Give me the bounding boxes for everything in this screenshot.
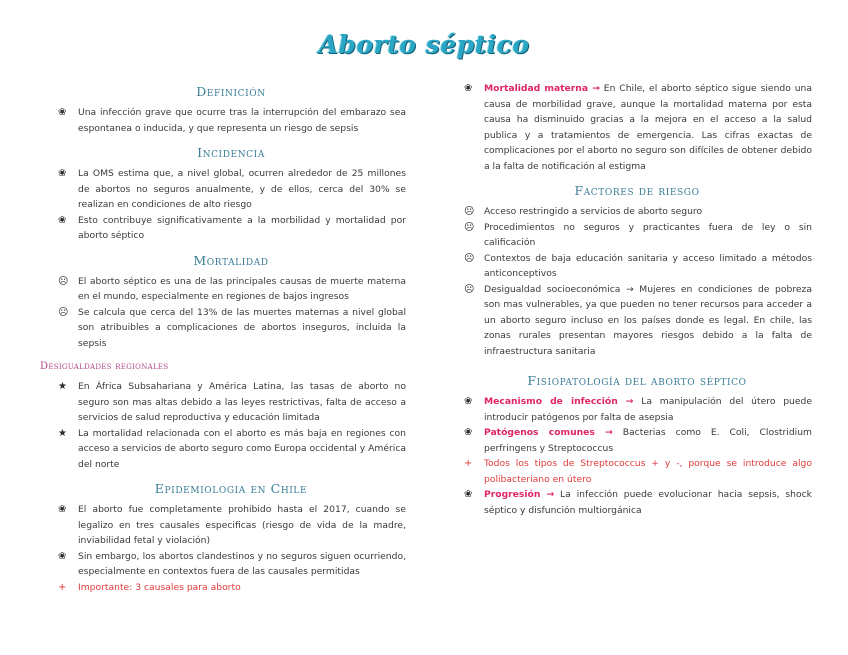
section-heading-epidemiologia: Epidemiologia en Chile [154,481,308,496]
sad-face-bullet-icon: ☹ [58,275,69,287]
section-heading-definicion: Definición [196,84,266,99]
fisiopatologia-list [462,394,812,518]
section-heading-factores: Factores de riesgo [574,183,700,198]
sad-face-bullet-icon: ☹ [464,206,475,217]
flower-bullet-icon: ❀ [464,396,473,407]
mortalidad-list [56,274,406,352]
list-item: ☹ Desigualdad socioeconómica → Mujeres en condiciones de pobreza son mas vulnerables, ya que pueden no tener recursos para acceder a un aborto seguro incluso en los países donde es legal. En chile, las zonas rurales presentan mayores riesgos debido a la falta de infraestructura sanitaria [464,283,812,357]
list-item: ❀ Esto contribuye significativamente a la morbilidad y mortalidad por aborto séptico [58,214,406,241]
flower-bullet-icon: ❀ [58,168,67,179]
flower-bullet-icon: ❀ [58,504,67,515]
note-item: + Importante: 3 causales para aborto [56,580,406,596]
flower-bullet-icon: ❀ [464,83,473,94]
list-item: ★ La mortalidad relacionada con el aborto es más baja en regiones con acceso a servicios de aborto seguro como Europa occidental y América del norte [58,427,406,470]
list-item: ❀ La OMS estima que, a nivel global, ocurren alrededor de 25 millones de abortos no seguros anualmente, y de ellos, cerca del 30% se realizan en condiciones de alto riesgo [58,168,406,210]
right-column [462,81,812,518]
sad-face-bullet-icon: ☹ [464,221,475,233]
note-item: + Todos los tipos de Streptococcus + y -, porque se introduce algo polibacteriano en útero [464,458,812,485]
list-item: ❀ El aborto fue completamente prohibido hasta el 2017, cuando se legalizo en tres causales especificas (riesgo de vida de la madre, inviabilidad fetal y violación) [58,504,406,546]
list-item: ☹ Contextos de baja educación sanitaria y acceso limitado a métodos anticonceptivos [464,252,812,279]
flower-bullet-icon: ❀ [464,489,473,500]
flower-bullet-icon: ❀ [58,107,67,118]
page-title: Aborto séptico [318,30,530,59]
left-column [40,84,406,595]
section-heading-desigualdades: Desigualdades regionales [40,361,169,372]
sad-face-bullet-icon: ☹ [58,306,69,318]
list-item: ☹ Acceso restringido a servicios de aborto seguro [462,204,812,220]
plus-bullet-icon: + [464,458,473,469]
list-item: ☹ El aborto séptico es una de las principales causas de muerte materna en el mundo, especialmente en regiones de bajos ingresos [58,275,406,302]
plus-bullet-icon: + [58,581,67,593]
definicion-list [56,105,406,136]
mortalidad-materna-list [462,81,812,174]
list-item: ❀ Patógenos comunes → Bacterias como E. Coli, Clostridium perfringens y Streptococcus [464,427,812,454]
flower-bullet-icon: ❀ [58,214,67,226]
factores-list [462,204,812,359]
star-bullet-icon: ★ [58,427,67,439]
list-item: ❀ Progresión → La infección puede evolucionar hacia sepsis, shock séptico y disfunción multiorgánica [464,489,812,516]
flower-bullet-icon: ❀ [464,427,473,438]
sad-face-bullet-icon: ☹ [464,283,475,295]
list-item: ❀ Mecanismo de infección → La manipulación del útero puede introducir patógenos por falta de asepsia [464,396,812,423]
list-item: ★ En África Subsahariana y América Latina, las tasas de aborto no seguro son mas altas debido a las leyes restrictivas, falta de acceso a servicios de salud reproductiva y educación limitada [58,381,406,423]
epidemiologia-list [56,502,406,595]
incidencia-list [56,166,406,244]
list-item: ☹ Procedimientos no seguros y practicantes fuera de ley o sin calificación [464,221,812,248]
section-heading-mortalidad: Mortalidad [193,252,269,268]
desigualdades-list [56,379,406,472]
sad-face-bullet-icon: ☹ [464,252,475,264]
section-heading-fisiopatologia: Fisiopatología del aborto séptico [527,373,747,388]
list-item: ❀ Mortalidad materna → En Chile, el aborto séptico sigue siendo una causa de morbilidad grave, aunque la mortalidad materna por esta causa ha disminuido gracias a la mejora en el acceso a la salud publica y a tratamientos de emergencia. Las cifras exactas de complicaciones por el aborto no seguro son difíciles de obtener debido a la falta de notificación al estigma [464,83,812,172]
flower-bullet-icon: ❀ [58,550,67,562]
star-bullet-icon: ★ [58,381,67,392]
list-item: ❀ Una infección grave que ocurre tras la interrupción del embarazo sea espontanea o inducida, y que representa un riesgo de sepsis [58,107,406,134]
list-item: ☹ Se calcula que cerca del 13% de las muertes maternas a nivel global son atribuibles a complicaciones de abortos inseguros, incluida la sepsis [58,306,406,349]
list-item: ❀ Sin embargo, los abortos clandestinos y no seguros siguen ocurriendo, especialmente en contextos fuera de las causales permitidas [58,550,406,577]
section-heading-incidencia: Incidencia [197,145,265,160]
